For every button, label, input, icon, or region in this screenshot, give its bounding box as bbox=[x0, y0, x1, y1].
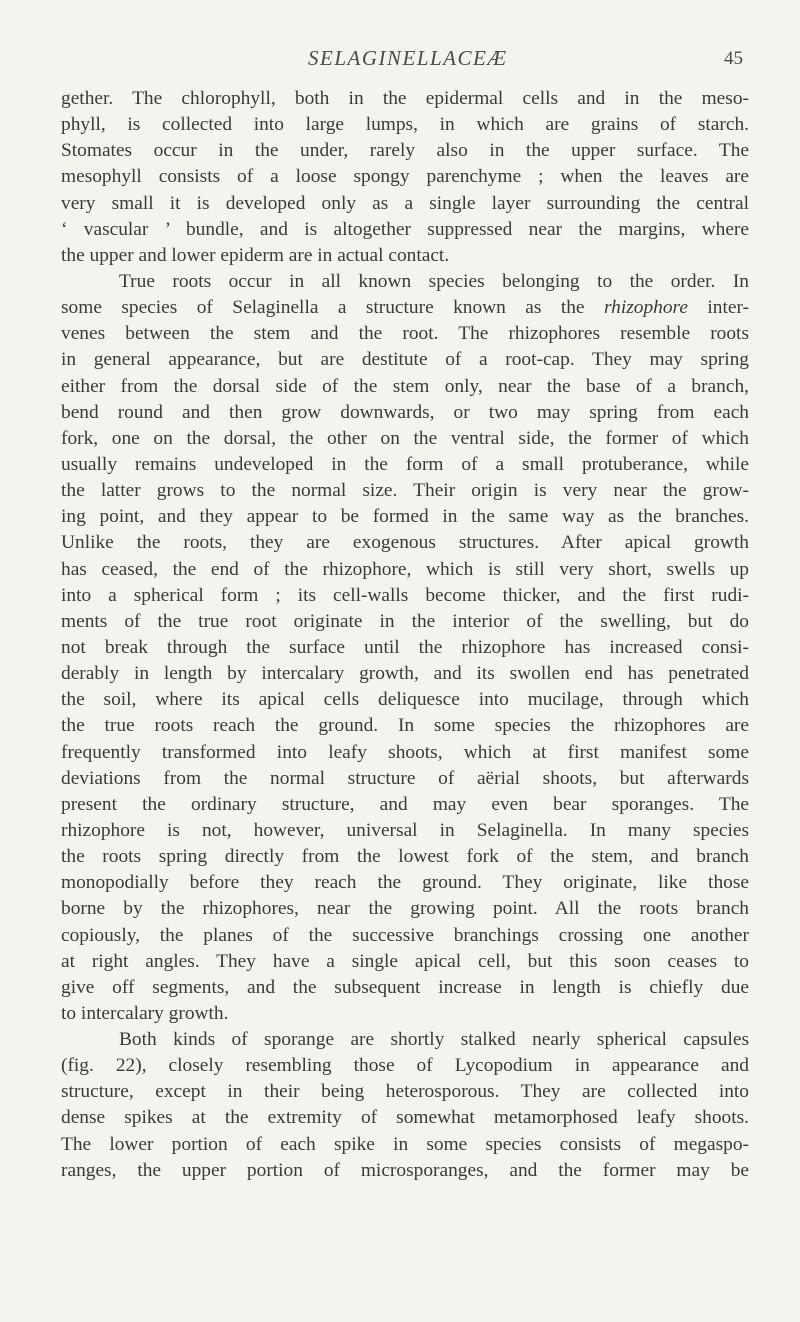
page-number: 45 bbox=[724, 48, 743, 69]
text-line: phyll, is collected into large lumps, in which are grains of starch. bbox=[61, 114, 749, 136]
text-line: Stomates occur in the under, rarely also in the upper surface. The bbox=[61, 140, 749, 162]
text-line: mesophyll consists of a loose spongy parenchyme ; when the leaves are bbox=[61, 166, 749, 188]
text-line: the roots spring directly from the lowest fork of the stem, and branch bbox=[61, 846, 749, 868]
text-line: the true roots reach the ground. In some species the rhizophores are bbox=[61, 715, 749, 737]
paragraph-start-line: True roots occur in all known species belonging to the order. In bbox=[119, 270, 749, 292]
text-line-with-term bbox=[61, 295, 749, 321]
text-line: (fig. 22), closely resembling those of Lycopodium in appearance and bbox=[61, 1055, 749, 1077]
text-line: deviations from the normal structure of aërial shoots, but afterwards bbox=[61, 767, 749, 789]
text-line: copiously, the planes of the successive branchings crossing one another bbox=[61, 924, 749, 946]
text-line: give off segments, and the subsequent increase in length is chiefly due bbox=[61, 976, 749, 998]
running-title: SELAGINELLACEÆ bbox=[308, 46, 508, 70]
text-line: bend round and then grow downwards, or two may spring from each bbox=[61, 401, 749, 423]
text-line: the soil, where its apical cells deliquesce into mucilage, through which bbox=[61, 689, 749, 711]
text-line: very small it is developed only as a single layer surrounding the central bbox=[61, 192, 749, 214]
text-line: venes between the stem and the root. The rhizophores resemble roots bbox=[61, 323, 749, 345]
text-line: structure, except in their being heterosporous. They are collected into bbox=[61, 1081, 749, 1103]
text-line: not break through the surface until the rhizophore has increased consi- bbox=[61, 636, 749, 658]
text-line: ing point, and they appear to be formed in the same way as the branches. bbox=[61, 506, 749, 528]
text-line: usually remains undeveloped in the form of a small protuberance, while bbox=[61, 453, 749, 475]
text-line: ranges, the upper portion of microsporanges, and the former may be bbox=[61, 1159, 749, 1181]
text-line: fork, one on the dorsal, the other on the ventral side, the former of which bbox=[61, 427, 749, 449]
text-line: present the ordinary structure, and may even bear sporanges. The bbox=[61, 793, 749, 815]
text-line: to intercalary growth. bbox=[61, 1002, 229, 1024]
text-line: into a spherical form ; its cell-walls become thicker, and the first rudi- bbox=[61, 584, 749, 606]
text-line: The lower portion of each spike in some species consists of megaspo- bbox=[61, 1133, 749, 1155]
text-line: in general appearance, but are destitute of a root-cap. They may spring bbox=[61, 349, 749, 371]
text-line: dense spikes at the extremity of somewhat metamorphosed leafy shoots. bbox=[61, 1107, 749, 1129]
body-text bbox=[61, 86, 749, 1184]
text-line: either from the dorsal side of the stem only, near the base of a branch, bbox=[61, 375, 749, 397]
text-line: frequently transformed into leafy shoots, which at first manifest some bbox=[61, 741, 749, 763]
text-line: the latter grows to the normal size. Their origin is very near the grow- bbox=[61, 480, 749, 502]
text-line: rhizophore is not, however, universal in Selaginella. In many species bbox=[61, 819, 749, 841]
text-line: borne by the rhizophores, near the growing point. All the roots branch bbox=[61, 898, 749, 920]
text-line: ‘ vascular ’ bundle, and is altogether suppressed near the margins, where bbox=[61, 218, 749, 240]
text-line: at right angles. They have a single apical cell, but this soon ceases to bbox=[61, 950, 749, 972]
text-line: ments of the true root originate in the interior of the swelling, but do bbox=[61, 610, 749, 632]
text-line: gether. The chlorophyll, both in the epidermal cells and in the meso- bbox=[61, 88, 749, 109]
text-segment: inter- bbox=[687, 297, 749, 319]
text-segment: some species of Selaginella a structure known as the bbox=[61, 297, 585, 319]
running-head bbox=[0, 46, 800, 76]
italic-term: rhizophore bbox=[603, 297, 688, 319]
text-line: has ceased, the end of the rhizophore, which is still very short, swells up bbox=[61, 558, 749, 580]
paragraph-start-line: Both kinds of sporange are shortly stalked nearly spherical capsules bbox=[119, 1029, 749, 1051]
text-line: Unlike the roots, they are exogenous structures. After apical growth bbox=[61, 532, 749, 554]
text-line: derably in length by intercalary growth, and its swollen end has penetrated bbox=[61, 663, 749, 685]
text-line: monopodially before they reach the ground. They originate, like those bbox=[61, 872, 749, 894]
text-line: the upper and lower epiderm are in actual contact. bbox=[61, 244, 450, 266]
